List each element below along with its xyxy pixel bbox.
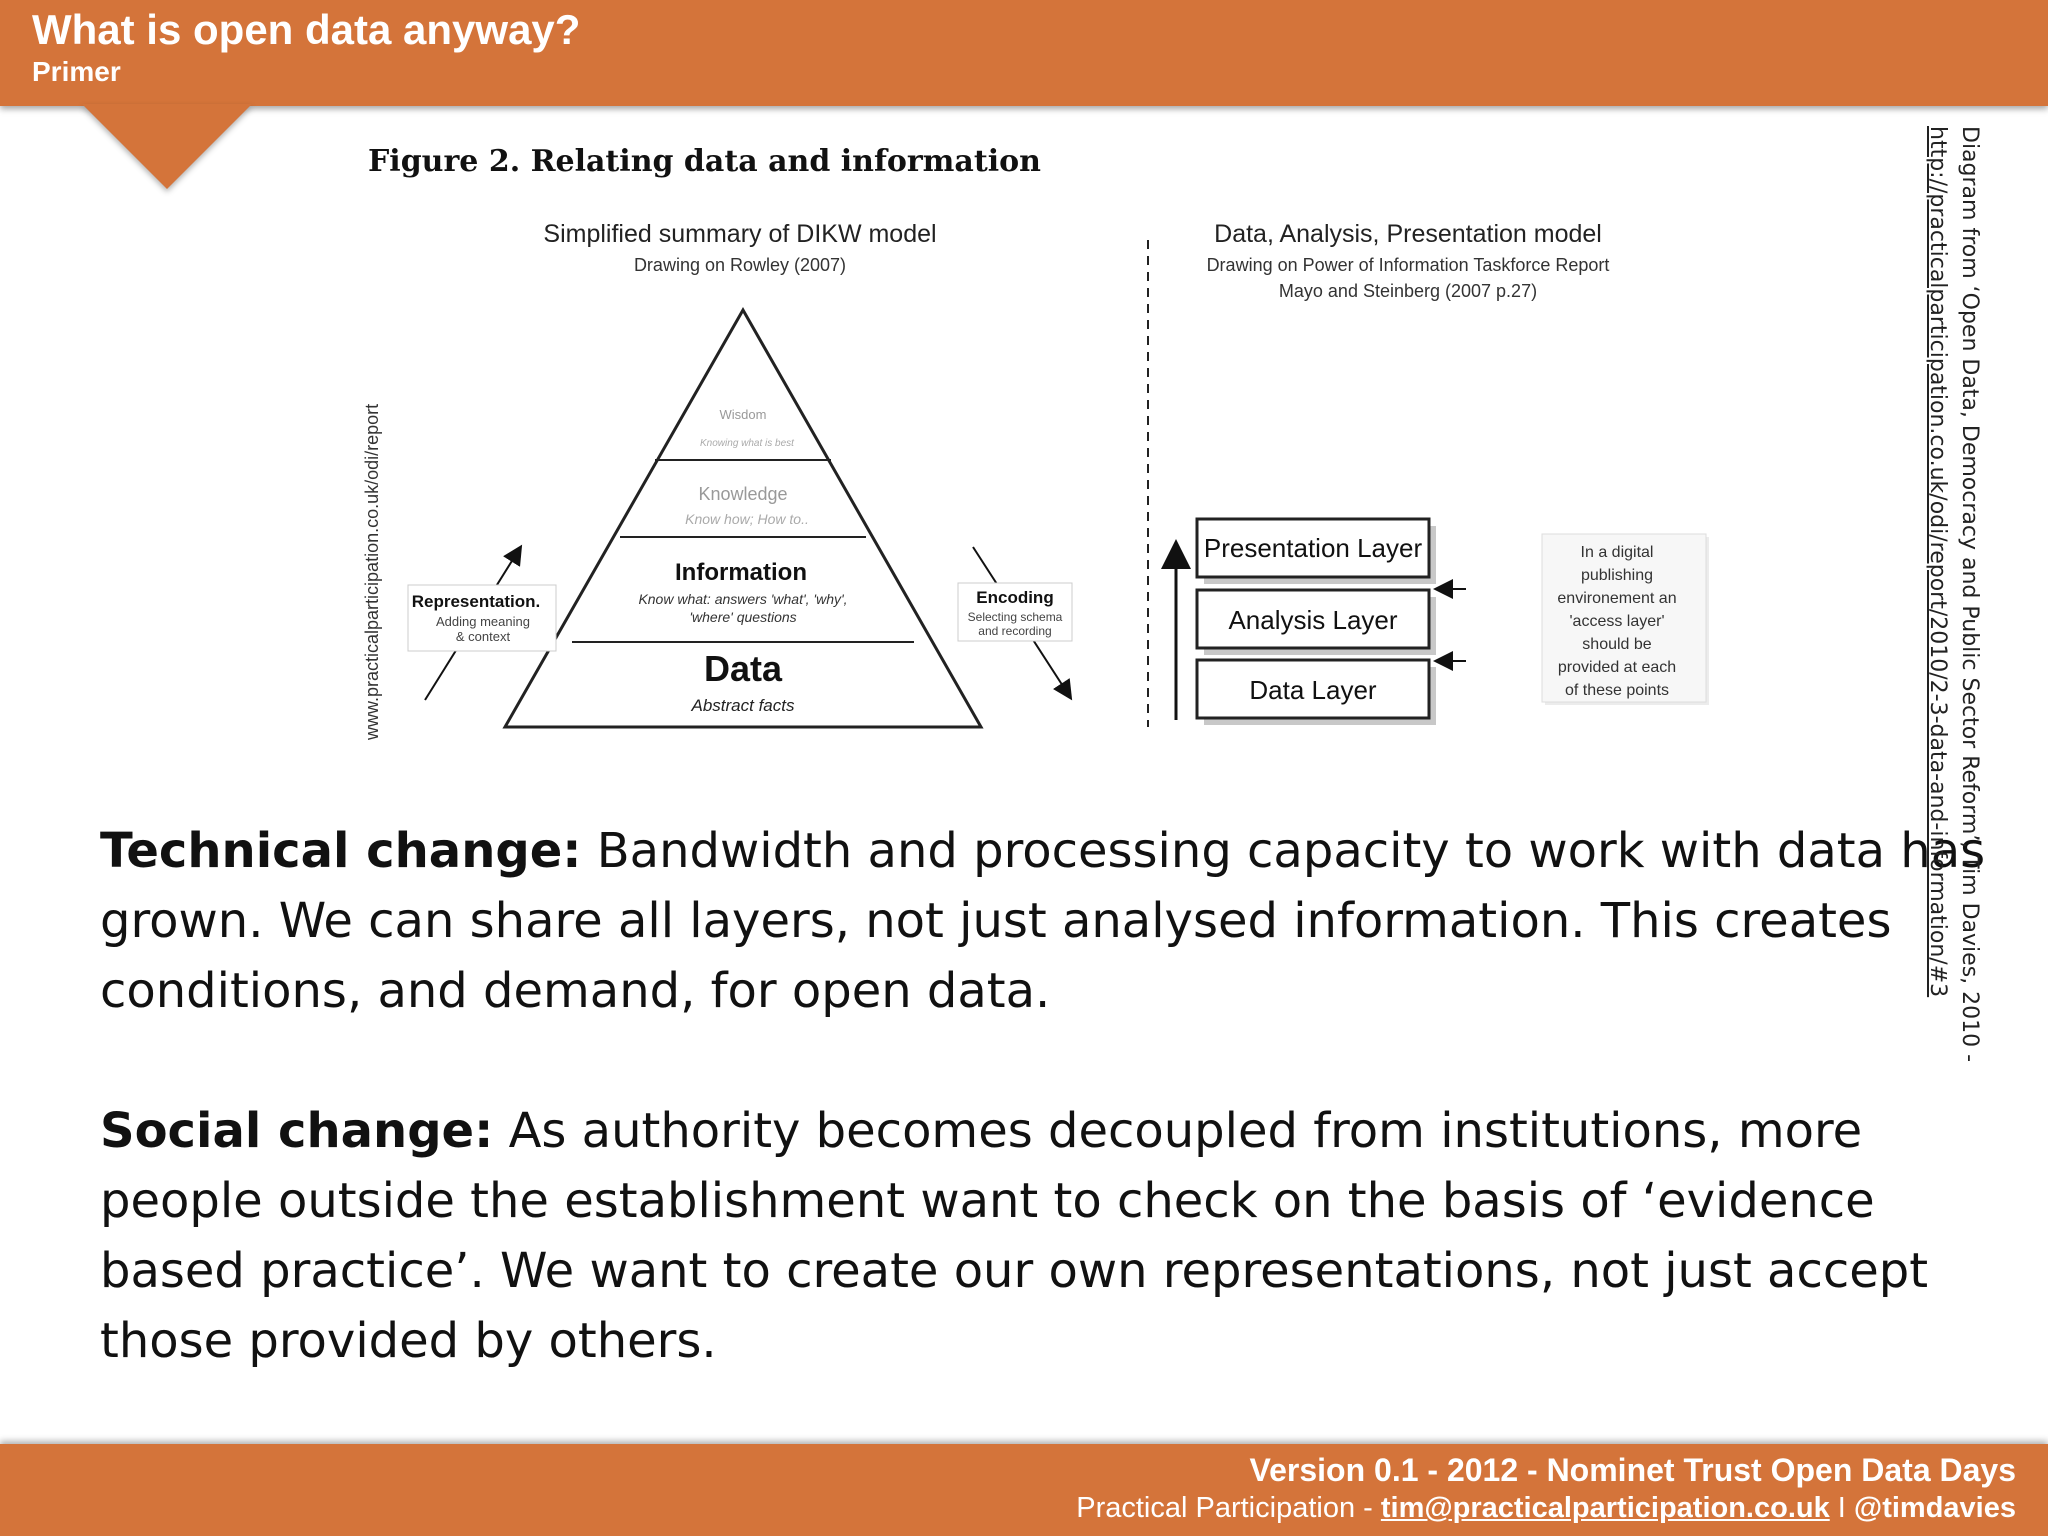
- representation-line-2: & context: [455, 629, 511, 644]
- source-link[interactable]: http://practicalparticipation.co.uk/odi/report/2010/2-3-data-and-information/#3: [1925, 126, 1950, 998]
- social-change-paragraph: [100, 1096, 2000, 1376]
- header-notch: [82, 104, 252, 189]
- diagram-source-note: [1895, 126, 1985, 1126]
- access-note-line-5: should be: [1582, 636, 1652, 653]
- access-note-line-2: publishing: [1580, 567, 1654, 584]
- knowledge-desc: Know how; How to..: [685, 511, 809, 527]
- knowledge-label: Knowledge: [698, 484, 788, 504]
- dap-title: Data, Analysis, Presentation model: [1214, 220, 1602, 248]
- header-bar: [0, 0, 2048, 106]
- dikw-title: Simplified summary of DIKW model: [543, 220, 937, 248]
- slide-title: What is open data anyway?: [32, 6, 581, 53]
- data-label: Data: [703, 648, 783, 689]
- encoding-title: Encoding: [976, 588, 1054, 607]
- technical-change-paragraph: [100, 816, 2000, 1026]
- footer-email-link[interactable]: tim@practicalparticipation.co.uk: [1380, 1492, 1830, 1524]
- access-note-line-6: provided at each: [1557, 659, 1677, 676]
- technical-change-label: Technical change:: [100, 823, 582, 879]
- information-desc-1: Know what: answers 'what', 'why',: [638, 591, 848, 607]
- footer-bar: [0, 1444, 2048, 1536]
- representation-line-1: Adding meaning: [436, 614, 530, 629]
- access-note-line-4: 'access layer': [1569, 613, 1665, 630]
- slide-subtitle: Primer: [32, 56, 121, 87]
- footer-version: Version 0.1 - 2012 - Nominet Trust Open Data Days: [1249, 1452, 2016, 1488]
- footer-org: Practical Participation -: [1076, 1492, 1381, 1524]
- social-change-label: Social change:: [100, 1103, 494, 1159]
- data-layer-label: Data Layer: [1249, 675, 1377, 705]
- figure-diagram: [355, 135, 1720, 755]
- dap-subtitle-1: Drawing on Power of Information Taskforce Report: [1206, 255, 1610, 275]
- wisdom-label: Wisdom: [719, 407, 767, 422]
- technical-change-text: Bandwidth and processing capacity to work with data has grown. We can share all layers, not just analysed information. This creates conditions, and demand, for open data.: [100, 823, 1986, 1019]
- figure-caption: Figure 2. Relating data and information: [368, 144, 1041, 179]
- analysis-layer-label: Analysis Layer: [1228, 605, 1398, 635]
- source-attribution: Diagram from ‘Open Data, Democracy and Public Sector Reform’, Tim Davies, 2010 -: [1957, 126, 1982, 1063]
- dap-subtitle-2: Mayo and Steinberg (2007 p.27): [1278, 281, 1538, 301]
- footer-twitter-handle[interactable]: @timdavies: [1853, 1492, 2016, 1524]
- information-desc-2: 'where' questions: [689, 609, 797, 625]
- access-note-line-7: of these points: [1564, 682, 1670, 699]
- presentation-layer-label: Presentation Layer: [1203, 533, 1423, 563]
- footer-contact: [1076, 1492, 2016, 1525]
- access-note-line-1: In a digital: [1580, 544, 1654, 561]
- encoding-line-1: Selecting schema: [967, 610, 1063, 624]
- dikw-subtitle: Drawing on Rowley (2007): [633, 255, 847, 275]
- social-change-text: As authority becomes decoupled from institutions, more people outside the establishment want to check on the basis of ‘evidence based practice’. We want to create our own representations, not just accept those provided by others.: [100, 1103, 1929, 1369]
- information-label: Information: [675, 559, 807, 586]
- encoding-line-2: and recording: [978, 624, 1052, 638]
- website-vertical: www.practicalparticipation.co.uk/odi/report: [362, 403, 382, 740]
- representation-title: Representation.: [411, 592, 541, 611]
- data-desc: Abstract facts: [691, 696, 795, 715]
- access-note-line-3: environement an: [1557, 590, 1677, 607]
- wisdom-desc: Knowing what is best: [700, 438, 794, 449]
- footer-separator: I: [1829, 1492, 1854, 1524]
